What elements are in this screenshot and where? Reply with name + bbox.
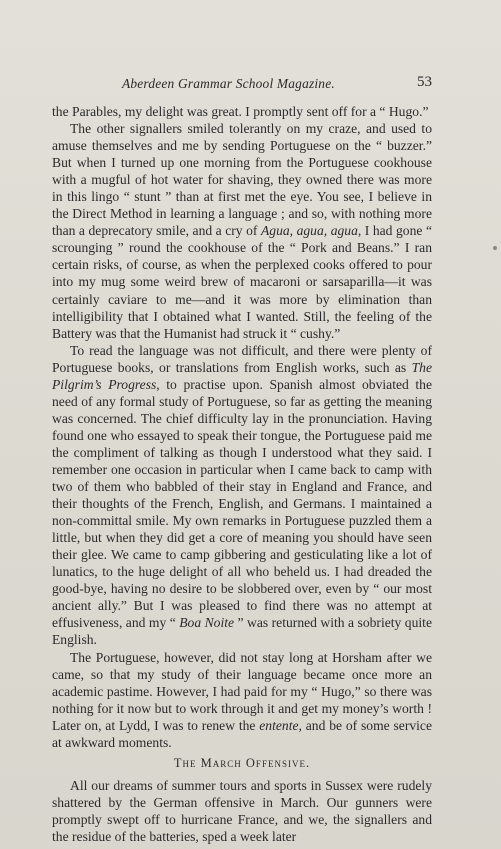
paragraph [52, 120, 432, 342]
paragraph [52, 342, 432, 649]
text-run: to practise upon. Spanish almost obviated the need of any formal study of Portuguese, so far as getting the meaning was concerned. The chief difficulty lay in the pronunciation. Having found one who essayed to speak their tongue, the Portuguese paid me the compliment of talking as though I understood what they said. I remember one occasion in particular when I came back to camp with two of them who babbled of their stay in England and France, and their thoughts of the French, English, and Germans. I maintained a non-committal smile. My own remarks in Portuguese puzzled them a little, but when they did get a core of meaning you should have seen their glee. We came to camp gibbering and gesticulating like a lot of lunatics, to the huge delight of all who beheld us. I had dreaded the good-bye, having no desire to be slobbered over, even by “ our most ancient ally.” But I was pleased to find there was no attempt at effusiveness, and my “ [52, 376, 432, 631]
text-run: The Portuguese, however, did not stay long at Horsham after we came, so that my study of their language became once more an academic pastime. However, I had paid for my “ Hugo,” so there was nothing for it now but to work through it and get my money’s worth ! Later on, at Lydd, I was to renew the [52, 649, 432, 733]
text-run: the Parables, my delight was great. I promptly sent off for a “ Hugo.” [52, 104, 429, 119]
paragraphs-after-heading [52, 777, 432, 845]
text-run: The other signallers smiled tolerantly on my craze, and used to amuse themselves and me by sending Portuguese on the “ buzzer.” But when I turned up one morning from the Portuguese cookhouse with a mugful of hot water for shaving, they owned there was more in this lingo “ stunt ” than at first met the eye. You see, I believe in the Direct Method in learning a language ; and so, with nothing more than a deprecatory smile, and a cry of [52, 121, 432, 239]
paragraph [52, 103, 432, 120]
text-run: To read the language was not difficult, and there were plenty of Portuguese books, or translations from English works, such as [52, 342, 432, 375]
article-body [52, 103, 432, 845]
italic-run: Agua, agua, agua, [260, 223, 362, 239]
text-run: ” was returned with a sobriety quite English. [52, 615, 432, 648]
text-run: and be of some service at awkward moments. [52, 717, 432, 750]
running-title: Aberdeen Grammar School Magazine. [122, 76, 335, 91]
paragraph [52, 777, 432, 845]
italic-run: entente, [259, 717, 302, 733]
italic-run: The Pilgrim’s Progress, [52, 359, 432, 392]
page-blemish [493, 246, 497, 250]
page-number: 53 [417, 74, 432, 90]
page-header [52, 74, 432, 96]
italic-run: Boa Noite [179, 615, 235, 631]
text-run: All our dreams of summer tours and sports in Sussex were rudely shattered by the German offensive in March. Our gunners were promptly swept off to hurricane France, and we, the signallers and the residue of the batteries, sped a week later [52, 777, 432, 844]
paragraphs-before-heading [52, 103, 432, 751]
paragraph [52, 649, 432, 751]
text-run: I had gone “ scrounging ” round the cookhouse of the “ Pork and Beans.” I ran certain risks, of course, as when the perplexed cooks offered to pour into my mug some weird brew of macaroni or sarsaparilla—it was certainly caviare to me—and it was more by elimination than intelligibility that I obtained what I wanted. Still, the feeling of the Battery was that the Humanist had struck it “ cushy.” [52, 223, 432, 341]
section-heading: The March Offensive. [173, 755, 311, 770]
